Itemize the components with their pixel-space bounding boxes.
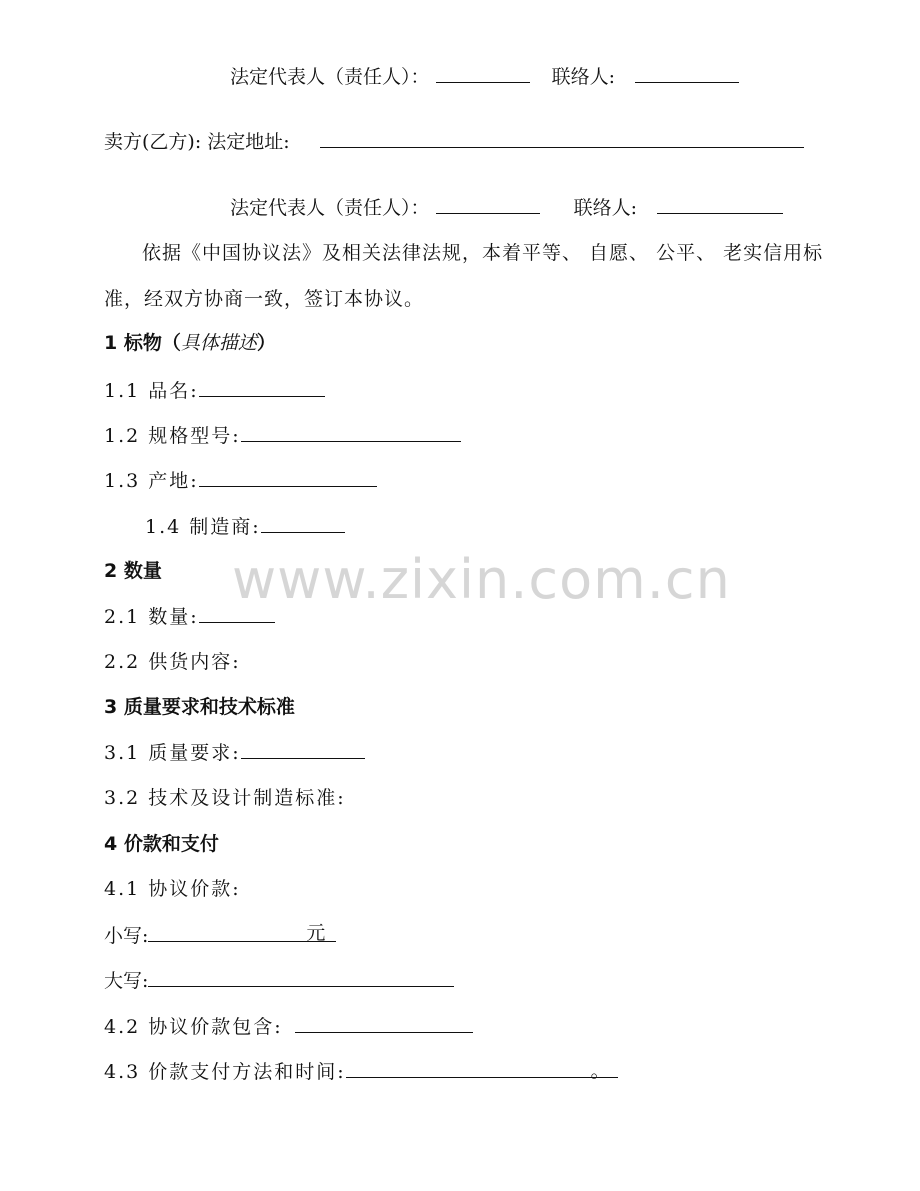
yuan-text: 元	[306, 922, 326, 944]
item-1-1	[104, 378, 325, 403]
item-3-2: 3.2 技术及设计制造标准:	[104, 787, 346, 809]
item-4-2-label: 4.2 协议价款包含:	[104, 1016, 283, 1038]
item-1-2	[104, 423, 461, 448]
section-2-heading: 2 数量	[104, 560, 162, 582]
item-1-2-label: 1.2 规格型号:	[104, 425, 241, 447]
item-1-4	[145, 514, 345, 539]
party-a-rep-line	[230, 64, 739, 89]
item-1-3	[104, 468, 377, 493]
contact-label: 联络人:	[573, 197, 638, 219]
big-amount-line	[104, 968, 454, 993]
item-4-3-label: 4.3 价款支付方法和时间:	[104, 1061, 346, 1083]
small-label: 小写:	[104, 925, 149, 947]
small-amount-line	[104, 923, 336, 948]
section-3-heading: 3 质量要求和技术标准	[104, 696, 295, 718]
section-1-italic: 具体描述	[180, 332, 257, 354]
contact-blank[interactable]	[635, 64, 739, 83]
seller-label: 卖方(乙方): 法定地址:	[104, 131, 290, 153]
watermark: www.zixin.com.cn	[232, 548, 731, 611]
address-blank[interactable]	[320, 129, 804, 148]
rep-blank[interactable]	[436, 195, 540, 214]
small-blank[interactable]	[148, 923, 336, 942]
section-1-heading	[104, 331, 276, 355]
rep-blank[interactable]	[436, 64, 530, 83]
item-1-3-blank[interactable]	[199, 468, 377, 487]
item-3-1-label: 3.1 质量要求:	[104, 742, 241, 764]
item-1-1-blank[interactable]	[199, 378, 325, 397]
big-label: 大写:	[104, 970, 149, 992]
item-2-1-label: 2.1 数量:	[104, 606, 199, 628]
item-4-1: 4.1 协议价款:	[104, 878, 241, 900]
item-3-1-blank[interactable]	[241, 740, 365, 759]
item-4-2	[104, 1014, 473, 1039]
intro-paragraph: 依据《中国协议法》及相关法律法规，本着平等、 自愿、 公平、 老实信用标准，经双方协商一致，签订本协议。	[104, 242, 824, 310]
period-mark: 。	[590, 1060, 612, 1082]
item-4-3-blank[interactable]	[346, 1059, 618, 1082]
section-1-close: ）	[256, 332, 276, 354]
party-b-rep-line	[230, 195, 783, 220]
contact-blank[interactable]	[657, 195, 783, 214]
item-1-1-label: 1.1 品名:	[104, 380, 199, 402]
item-4-3	[104, 1059, 618, 1084]
item-3-1	[104, 740, 365, 765]
big-blank[interactable]	[148, 968, 454, 987]
rep-label: 法定代表人（责任人）：	[230, 66, 430, 88]
rep-label: 法定代表人（责任人）：	[230, 197, 430, 219]
item-2-2: 2.2 供货内容:	[104, 651, 241, 673]
section-1-title: 1 标物（	[104, 332, 181, 354]
item-4-2-blank[interactable]	[295, 1014, 473, 1033]
seller-address-line	[104, 129, 804, 154]
item-1-4-label: 1.4 制造商:	[145, 516, 261, 538]
section-4-heading: 4 价款和支付	[104, 833, 219, 855]
item-1-4-blank[interactable]	[261, 514, 345, 533]
contact-label: 联络人:	[551, 66, 616, 88]
item-1-3-label: 1.3 产地:	[104, 470, 199, 492]
item-1-2-blank[interactable]	[241, 423, 461, 442]
